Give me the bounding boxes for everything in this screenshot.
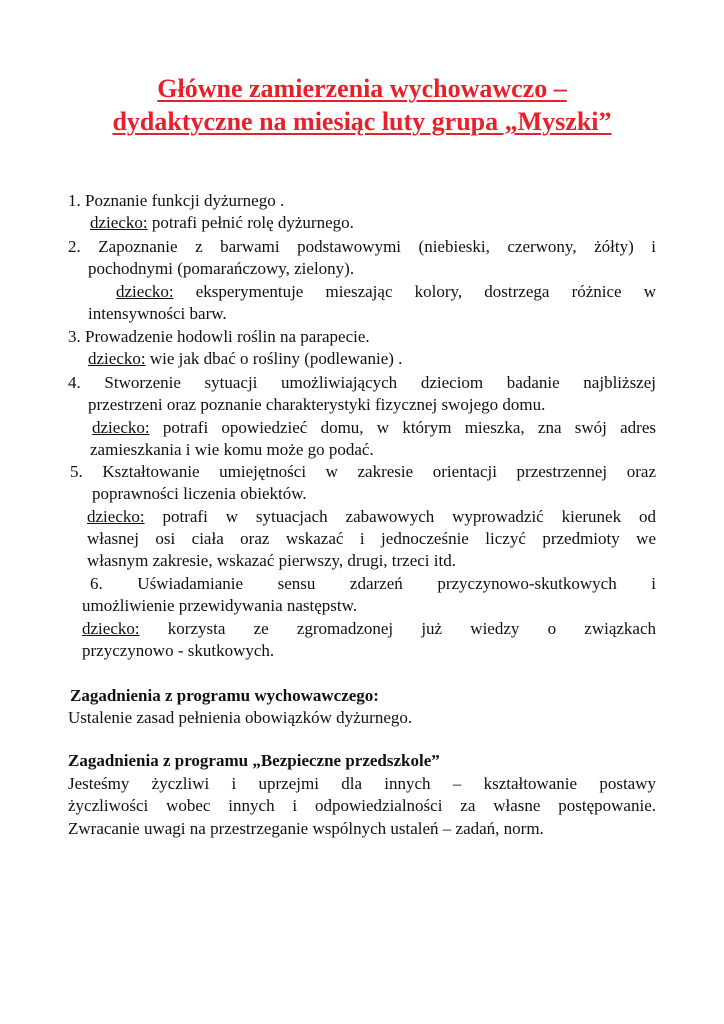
list-item-5 [70, 461, 656, 572]
section-line: Zwracanie uwagi na przestrzeganie wspólnych ustaleń – zadań, norm. [68, 818, 544, 838]
item-text: 6. Uświadamianie sensu zdarzeń przyczynowo-skutkowych i [90, 574, 656, 593]
section-text-wychowawczy: Ustalenie zasad pełnienia obowiązków dyżurnego. [68, 708, 413, 727]
item-text-cont: przestrzeni oraz poznanie charakterystyki fizycznej swojego domu. [88, 395, 546, 415]
child-label: dziecko: [92, 417, 150, 437]
item-text-cont: umożliwienie przewidywania następstw. [82, 596, 358, 616]
item-child-cont: intensywności barw. [88, 303, 227, 323]
child-label: dziecko: [90, 213, 148, 233]
list-item-3 [68, 326, 658, 371]
section-line: Jesteśmy życzliwi i uprzejmi dla innych – kształtowanie postawy [68, 774, 656, 793]
item-child-cont: własnej osi ciała oraz wskazać i jednocześnie liczyć przedmioty we [87, 528, 656, 548]
item-child-line: dziecko: potrafi opowiedzieć domu, w którym mieszka, zna swój adres [92, 417, 656, 437]
item-child-line: dziecko: potrafi pełnić rolę dyżurnego. [90, 213, 354, 233]
child-label: dziecko: [116, 281, 174, 301]
section-heading-bezpieczne: Zagadnienia z programu „Bezpieczne przedszkole” [68, 751, 440, 770]
item-text: 1. Poznanie funkcji dyżurnego . [68, 191, 285, 210]
item-text-cont: pochodnymi (pomarańczowy, zielony). [88, 259, 355, 279]
section-heading-wychowawczy: Zagadnienia z programu wychowawczego: [70, 686, 379, 705]
item-child-line: dziecko: potrafi w sytuacjach zabawowych wyprowadzić kierunek od [87, 506, 656, 526]
item-text-cont: poprawności liczenia obiektów. [92, 484, 307, 504]
list-item-1 [68, 190, 658, 235]
title-line-1: Główne zamierzenia wychowawczo – [157, 74, 567, 103]
item-text: 3. Prowadzenie hodowli roślin na parapecie. [68, 327, 370, 346]
list-item-2 [68, 236, 656, 325]
item-child-line: dziecko: korzysta ze zgromadzonej już wiedzy o związkach [82, 618, 656, 638]
item-child-line: dziecko: wie jak dbać o rośliny (podlewanie) . [88, 349, 403, 369]
child-label: dziecko: [82, 618, 140, 638]
item-child-cont: zamieszkania i wie komu może go podać. [90, 439, 374, 459]
item-child-cont: własnym zakresie, wskazać pierwszy, drugi, trzeci itd. [87, 551, 456, 571]
list-item-4 [68, 372, 656, 461]
section-text-bezpieczne [68, 773, 656, 840]
item-child-line: dziecko: eksperymentuje mieszając kolory, dostrzega różnice w [116, 281, 656, 301]
child-label: dziecko: [87, 506, 145, 526]
item-text: 4. Stworzenie sytuacji umożliwiających dzieciom badanie najbliższej [68, 373, 656, 392]
item-text: 5. Kształtowanie umiejętności w zakresie orientacji przestrzennej oraz [70, 462, 656, 481]
page-title [60, 72, 664, 138]
section-line: życzliwości wobec innych i odpowiedzialności za własne postępowanie. [68, 796, 656, 816]
item-text: 2. Zapoznanie z barwami podstawowymi (niebieski, czerwony, żółty) i [68, 237, 656, 256]
item-child-cont: przyczynowo - skutkowych. [82, 640, 275, 660]
title-line-2: dydaktyczne na miesiąc luty grupa „Myszki” [112, 107, 612, 136]
list-item-6 [82, 573, 656, 662]
child-label: dziecko: [88, 349, 146, 369]
